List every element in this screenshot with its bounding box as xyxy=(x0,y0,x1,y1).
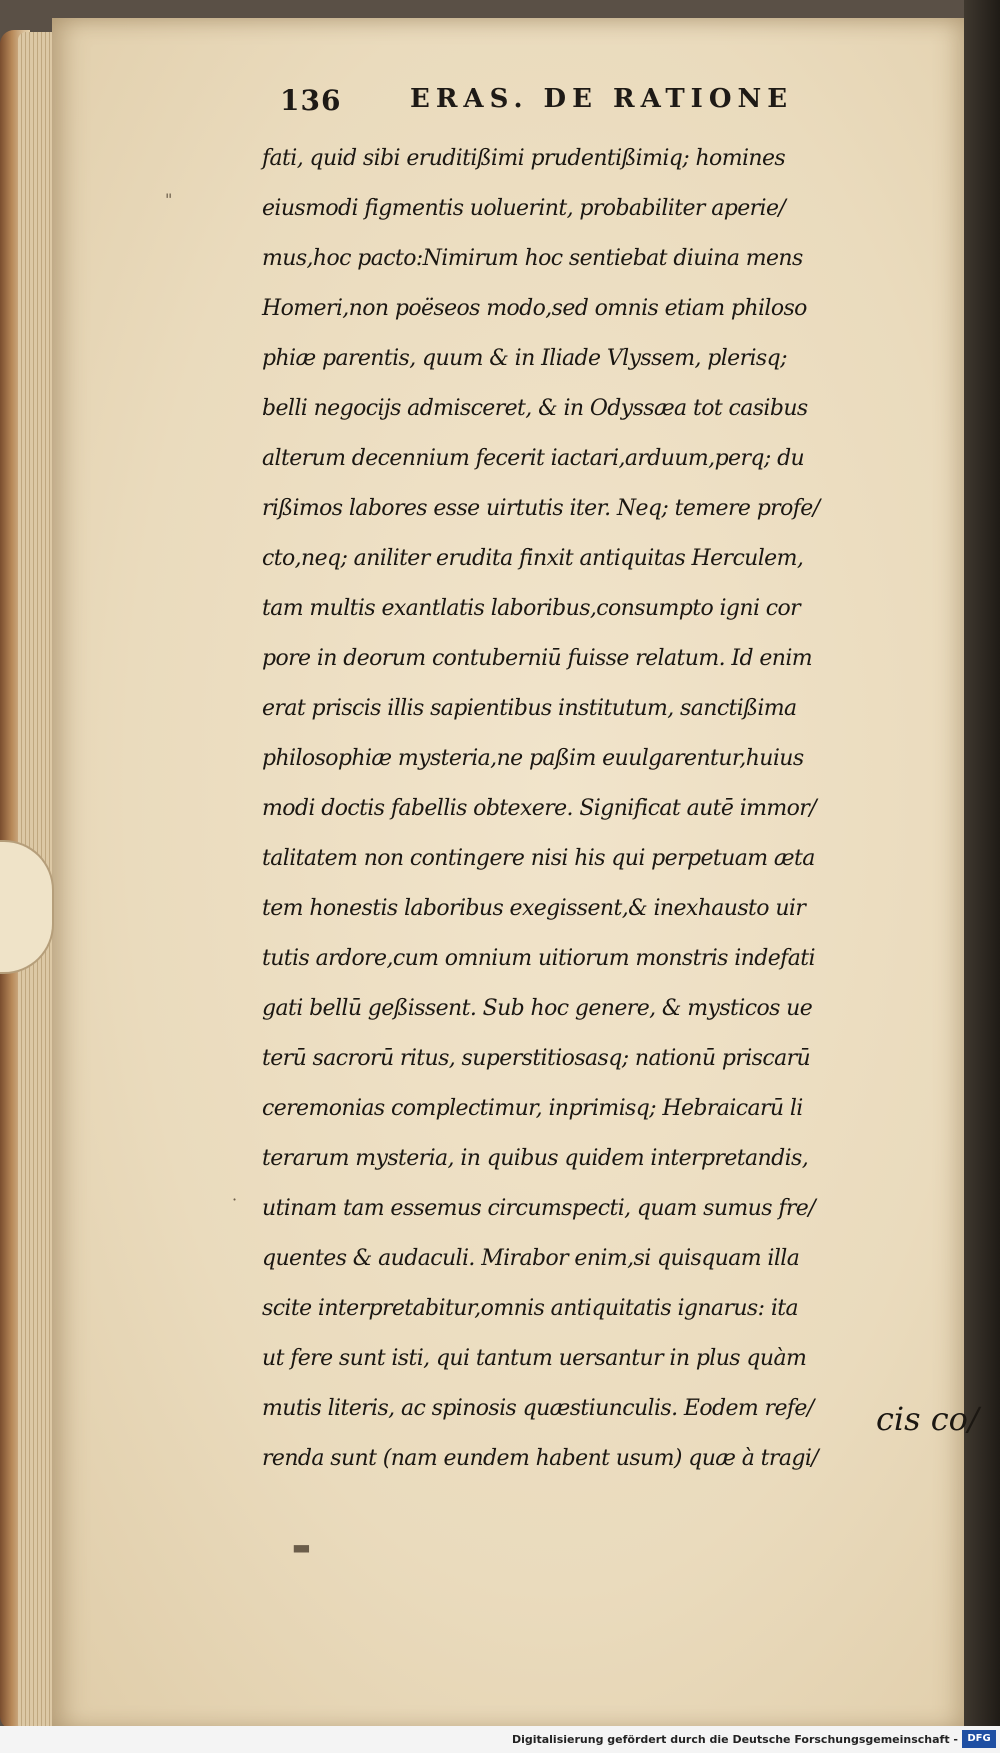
text-line: talitatem non contingere nisi his qui perpetuam æta xyxy=(262,846,815,871)
ink-spot: ▬ xyxy=(292,1535,311,1559)
text-line: phiæ parentis, quum & in Iliade Vlyssem, plerisq; xyxy=(262,346,787,371)
margin-mark: · xyxy=(232,1190,238,1209)
text-line: cto,neq; aniliter erudita finxit antiquitas Herculem, xyxy=(262,546,804,571)
running-head: ERAS. DE RATIONE xyxy=(410,84,794,114)
text-line: philosophiæ mysteria,ne paßim euulgarentur,huius xyxy=(262,746,804,771)
page-number: 136 xyxy=(280,84,342,117)
body-text xyxy=(262,134,972,1484)
text-line: renda sunt (nam eundem habent usum) quæ à tragi/ xyxy=(262,1446,819,1471)
text-line: modi doctis fabellis obtexere. Significat autē immor/ xyxy=(262,796,817,821)
text-line: fati, quid sibi eruditißimi prudentißimiq; homines xyxy=(262,146,786,171)
text-line: scite interpretabitur,omnis antiquitatis ignarus: ita xyxy=(262,1296,799,1321)
text-line: pore in deorum contuberniū fuisse relatum. Id enim xyxy=(262,646,813,671)
text-line: terarum mysteria, in quibus quidem interpretandis, xyxy=(262,1146,809,1171)
page-header xyxy=(280,84,860,118)
text-line: ut fere sunt isti, qui tantum uersantur in plus quàm xyxy=(262,1346,807,1371)
text-line: belli negocijs admisceret, & in Odyssæa tot casibus xyxy=(262,396,808,421)
text-line: mus,hoc pacto:Nimirum hoc sentiebat diuina mens xyxy=(262,246,803,271)
text-line: Homeri,non poëseos modo,sed omnis etiam philoso xyxy=(262,296,807,321)
text-line: alterum decennium fecerit iactari,arduum,perq; du xyxy=(262,446,805,471)
text-line: ceremonias complectimur, inprimisq; Hebraicarū li xyxy=(262,1096,803,1121)
text-line: tem honestis laboribus exegissent,& inexhausto uir xyxy=(262,896,806,921)
text-line: tam multis exantlatis laboribus,consumpto igni cor xyxy=(262,596,801,621)
text-line: rißimos labores esse uirtutis iter. Neq; temere profe/ xyxy=(262,496,820,521)
text-line: quentes & audaculi. Mirabor enim,si quisquam illa xyxy=(262,1246,800,1271)
text-line: terū sacrorū ritus, superstitiosasq; nationū priscarū xyxy=(262,1046,811,1071)
text-line: tutis ardore,cum omnium uitiorum monstris indefati xyxy=(262,946,815,971)
dfg-logo: DFG xyxy=(962,1730,996,1748)
text-line: gati bellū geßissent. Sub hoc genere, & mysticos ue xyxy=(262,996,813,1021)
catchword: cis co/ xyxy=(876,1400,979,1438)
text-line: utinam tam essemus circumspecti, quam sumus fre/ xyxy=(262,1196,816,1221)
text-line: eiusmodi figmentis uoluerint, probabiliter aperie/ xyxy=(262,196,786,221)
digitization-credit: Digitalisierung gefördert durch die Deutsche Forschungsgemeinschaft - xyxy=(511,1733,958,1746)
text-line: mutis literis, ac spinosis quæstiunculis. Eodem refe/ xyxy=(262,1396,814,1421)
text-line: erat priscis illis sapientibus institutum, sanctißima xyxy=(262,696,797,721)
margin-mark: " xyxy=(165,190,173,209)
